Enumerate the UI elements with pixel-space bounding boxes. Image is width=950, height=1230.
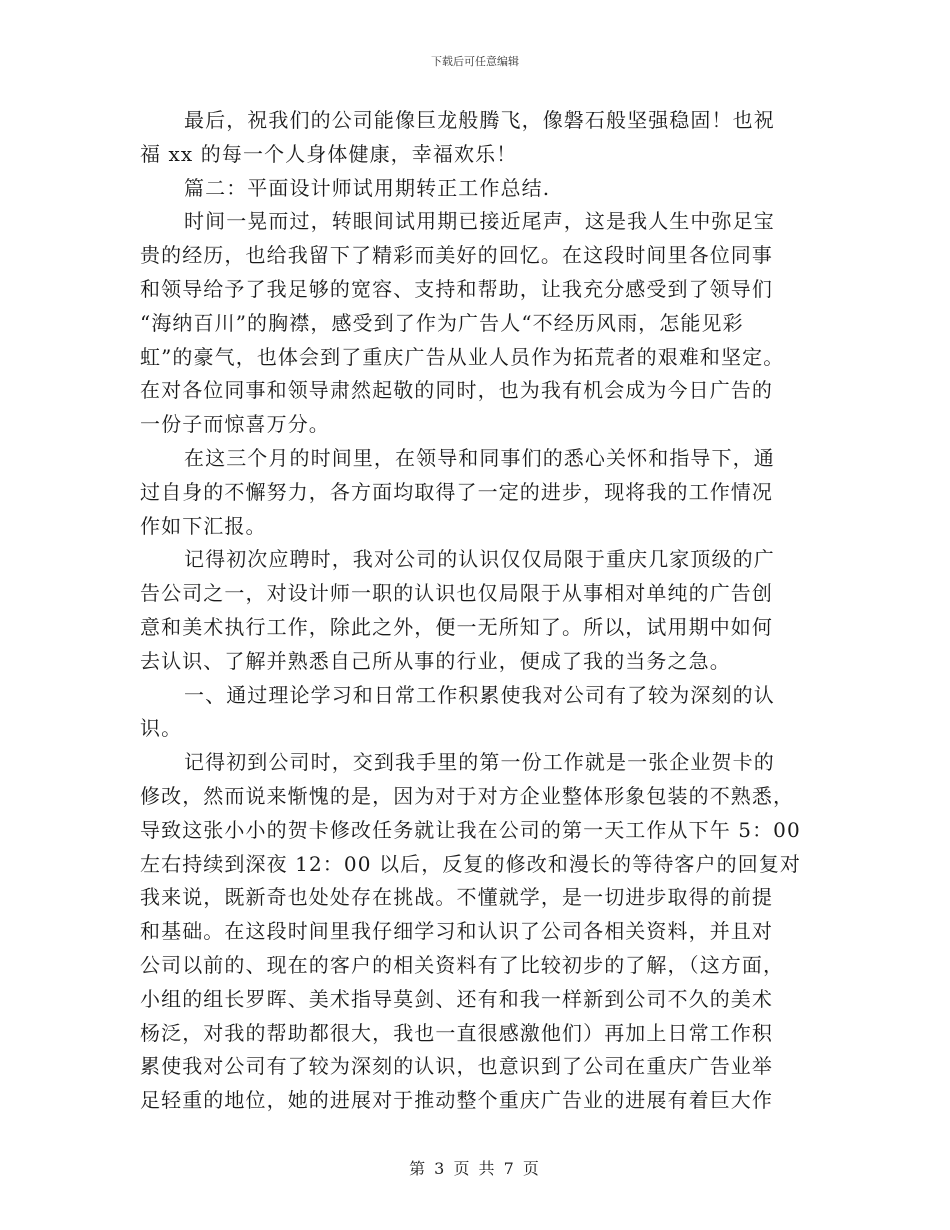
text-line: 和领导给予了我足够的宽容、支持和帮助，让我充分感受到了领导们 — [140, 276, 773, 301]
text-line: 在对各位同事和领导肃然起敬的同时，也为我有机会成为今日广告的 — [140, 378, 773, 403]
document-body — [140, 104, 810, 1118]
text-line: 和基础。在这段时间里我仔细学习和认识了公司各相关资料，并且对 — [140, 919, 773, 944]
text-line: 虹”的豪气，也体会到了重庆广告从业人员作为拓荒者的艰难和坚定。 — [140, 344, 785, 369]
text-line: 小组的组长罗晖、美术指导莫剑、还有和我一样新到公司不久的美术 — [140, 986, 773, 1011]
text-line: 左右持续到深夜 12：00 以后，反复的修改和漫长的等待客户的回复对 — [140, 851, 802, 876]
text-line: 去认识、了解并熟悉自己所从事的行业，便成了我的当务之急。 — [140, 648, 731, 673]
text-line: 在这三个月的时间里，在领导和同事们的悉心关怀和指导下，通 — [184, 445, 775, 470]
page-header: 下载后可任意编辑 — [431, 55, 519, 68]
text-line: 公司以前的、现在的客户的相关资料有了比较初步的了解，（这方面， — [140, 952, 785, 977]
text-line: “海纳百川”的胸襟，感受到了作为广告人“不经历风雨，怎能见彩 — [140, 310, 744, 335]
text-line: 告公司之一，对设计师一职的认识也仅局限于从事相对单纯的广告创 — [140, 581, 773, 606]
text-line: 福 xx 的每一个人身体健康，幸福欢乐！ — [140, 141, 518, 166]
text-line: 记得初到公司时，交到我手里的第一份工作就是一张企业贺卡的 — [184, 750, 775, 775]
page-number: 第 3 页 共 7 页 — [409, 1159, 541, 1178]
section-title: 篇二：平面设计师试用期转正工作总结. — [184, 175, 551, 200]
text-line: 作如下汇报。 — [140, 513, 267, 538]
text-line: 时间一晃而过，转眼间试用期已接近尾声，这是我人生中弥足宝 — [184, 209, 775, 234]
text-line: 杨泛，对我的帮助都很大，我也一直很感激他们）再加上日常工作积 — [140, 1020, 773, 1045]
text-line: 贵的经历，也给我留下了精彩而美好的回忆。在这段时间里各位同事 — [140, 243, 773, 268]
text-line: 我来说，既新奇也处处存在挑战。不懂就学，是一切进步取得的前提 — [140, 885, 773, 910]
text-line: 修改，然而说来惭愧的是，因为对于对方企业整体形象包装的不熟悉， — [140, 783, 795, 808]
text-line: 识。 — [140, 716, 183, 741]
text-line: 意和美术执行工作，除此之外，便一无所知了。所以，试用期中如何 — [140, 614, 773, 639]
text-line: 导致这张小小的贺卡修改任务就让我在公司的第一天工作从下午 5：00 — [140, 817, 801, 842]
text-line: 过自身的不懈努力，各方面均取得了一定的进步，现将我的工作情况 — [140, 479, 773, 504]
section-heading: 一、通过理论学习和日常工作积累使我对公司有了较为深刻的认 — [184, 682, 775, 707]
text-line: 记得初次应聘时，我对公司的认识仅仅局限于重庆几家顶级的广 — [184, 547, 775, 572]
text-line: 最后，祝我们的公司能像巨龙般腾飞，像磐石般坚强稳固！也祝 — [184, 108, 775, 132]
text-line: 累使我对公司有了较为深刻的认识，也意识到了公司在重庆广告业举 — [140, 1054, 773, 1079]
text-line: 足轻重的地位，她的进展对于推动整个重庆广告业的进展有着巨大作 — [140, 1088, 773, 1113]
text-line: 一份子而惊喜万分。 — [140, 412, 330, 437]
